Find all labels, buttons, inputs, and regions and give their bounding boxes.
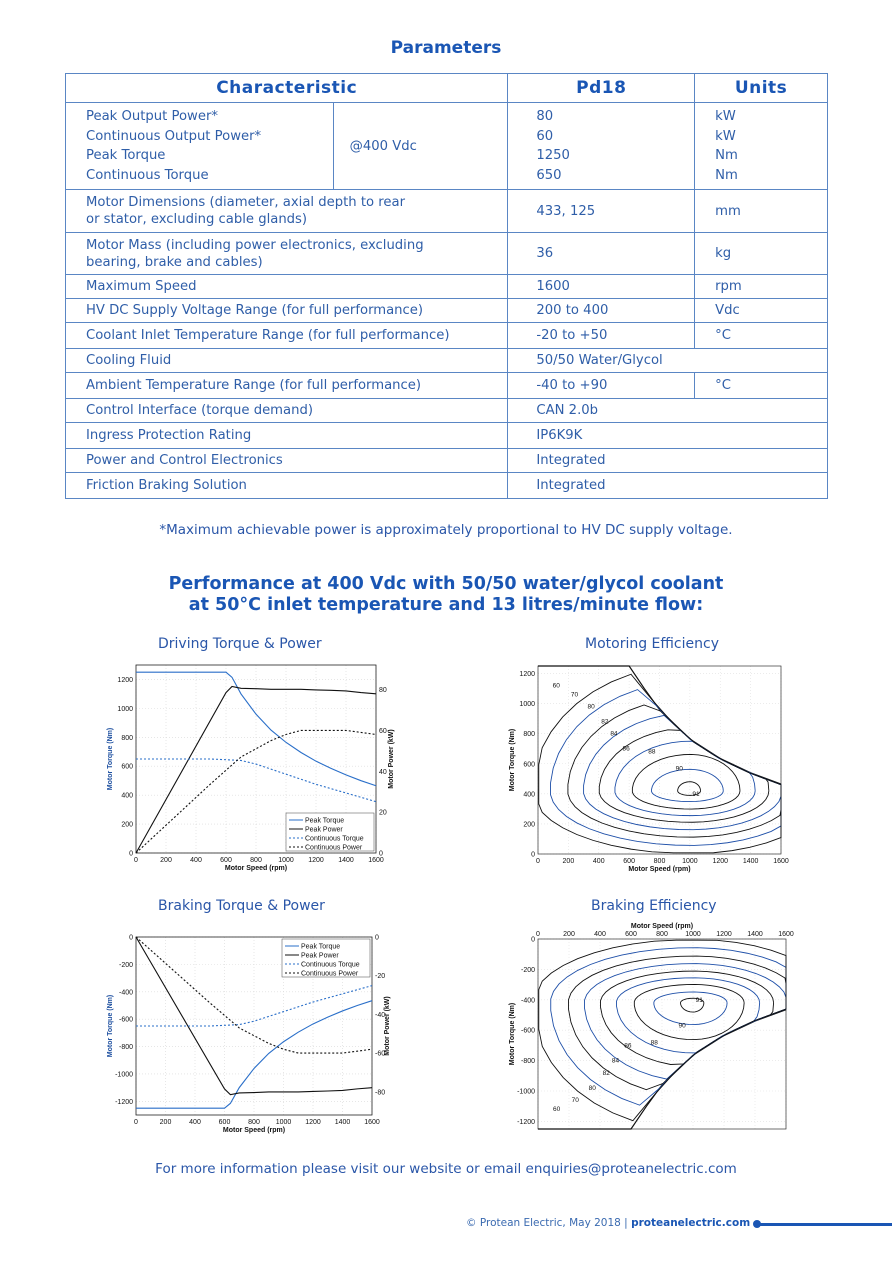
parameters-table xyxy=(65,73,828,499)
tick-label: 600 xyxy=(623,858,635,865)
table-body xyxy=(66,190,828,499)
table-row xyxy=(66,449,828,473)
tick-label: 400 xyxy=(190,857,202,864)
tick-label: 600 xyxy=(625,931,637,938)
x-axis-label: Motor Speed (rpm) xyxy=(630,923,694,930)
tick-label: -1200 xyxy=(115,1098,133,1106)
tick-label: 1400 xyxy=(747,931,763,938)
row-label-line: bearing, brake and cables) xyxy=(86,254,263,270)
label-peak-output-power: Peak Output Power* xyxy=(86,109,218,124)
page-title: Parameters xyxy=(390,38,502,58)
performance-title xyxy=(0,574,892,616)
table-row xyxy=(66,399,828,423)
tick-label: 400 xyxy=(594,931,606,938)
tick-label: -600 xyxy=(118,1016,133,1024)
tick-label: 1000 xyxy=(685,931,701,938)
tick-label: -1000 xyxy=(517,1088,535,1096)
row-label xyxy=(66,373,508,399)
row-label xyxy=(66,190,508,233)
driving-chart xyxy=(100,660,400,875)
tick-label: -800 xyxy=(118,1044,133,1052)
x-axis-label: Motor Speed (rpm) xyxy=(222,1127,286,1134)
torque-envelope xyxy=(538,1010,786,1129)
row-label xyxy=(66,423,508,449)
copyright-text: © Protean Electric, May 2018 | xyxy=(466,1217,628,1229)
legend-label: Continuous Torque xyxy=(301,961,360,969)
table-header-row xyxy=(66,74,828,103)
tick-label: 800 xyxy=(523,731,535,739)
tick-label: 1000 xyxy=(519,701,535,709)
tick-label: 1400 xyxy=(334,1119,351,1126)
footer-rule xyxy=(758,1223,892,1226)
chart-title-braking-eff: Braking Efficiency xyxy=(591,898,717,914)
contour-level-label: 86 xyxy=(624,1042,632,1050)
tick-label: 0 xyxy=(129,934,133,942)
contour-level-label: 82 xyxy=(601,718,609,726)
tick-label: -200 xyxy=(520,966,535,974)
contour-level-label: 84 xyxy=(611,1057,620,1065)
braking-chart xyxy=(100,925,400,1145)
table-row xyxy=(66,349,828,373)
row-label xyxy=(66,473,508,499)
row-value: 433, 125 xyxy=(508,190,695,233)
tick-label: -60 xyxy=(375,1050,386,1058)
tick-label: 1200 xyxy=(308,857,324,864)
efficiency-contour xyxy=(599,730,769,822)
row-label xyxy=(66,233,508,275)
tick-label: 1600 xyxy=(778,931,794,938)
row-value: 36 xyxy=(508,233,695,275)
chart-title-motoring: Motoring Efficiency xyxy=(585,636,719,652)
efficiency-contour xyxy=(601,971,774,1064)
row-label xyxy=(66,399,508,423)
row-label-line: Cooling Fluid xyxy=(86,353,172,368)
unit-peak-output-power: kW xyxy=(715,109,736,124)
chart-title-driving: Driving Torque & Power xyxy=(158,636,322,652)
y-axis-label: Motor Torque (Nm) xyxy=(107,994,114,1058)
row-unit: kg xyxy=(695,233,828,275)
row-label-line: Power and Control Electronics xyxy=(86,453,283,468)
efficiency-contour xyxy=(539,674,781,853)
label-peak-torque: Peak Torque xyxy=(86,148,166,163)
tick-label: -80 xyxy=(375,1089,386,1097)
row-value: -40 to +90 xyxy=(508,373,695,399)
row-label-line: Coolant Inlet Temperature Range (for full performance) xyxy=(86,328,450,343)
row-label xyxy=(66,449,508,473)
header-units: Units xyxy=(695,74,828,103)
efficiency-contour xyxy=(654,992,727,1025)
tick-label: 1400 xyxy=(742,858,759,865)
tick-label: 800 xyxy=(653,858,666,865)
tick-label: 200 xyxy=(159,1119,172,1126)
tick-label: 600 xyxy=(523,761,535,769)
tick-label: 1000 xyxy=(275,1119,292,1126)
tick-label: 0 xyxy=(134,857,138,864)
tick-label: 600 xyxy=(121,763,133,771)
contour-level-label: 88 xyxy=(650,1039,658,1047)
tick-label: 60 xyxy=(379,727,387,735)
tick-label: 200 xyxy=(160,857,172,864)
row-value: 50/50 Water/Glycol xyxy=(508,349,828,373)
row-value: Integrated xyxy=(508,473,828,499)
row-label xyxy=(66,349,508,373)
tick-label: -800 xyxy=(520,1058,535,1066)
row-label xyxy=(66,299,508,323)
tick-label: 1600 xyxy=(364,1119,380,1126)
row-unit: mm xyxy=(695,190,828,233)
tick-label: 1200 xyxy=(712,858,729,865)
y2-axis-label: Motor Power (kW) xyxy=(388,729,395,789)
tick-label: 0 xyxy=(531,936,535,944)
legend-label: Peak Torque xyxy=(301,943,341,951)
contour-level-label: 86 xyxy=(622,745,630,753)
table-row xyxy=(66,299,828,323)
row-value: -20 to +50 xyxy=(508,323,695,349)
y-axis-label: Motor Torque (Nm) xyxy=(509,728,516,792)
row-value: CAN 2.0b xyxy=(508,399,828,423)
unit-continuous-torque: Nm xyxy=(715,167,738,183)
contour-level-label: 70 xyxy=(570,691,579,699)
unit-peak-torque: Nm xyxy=(715,148,738,163)
x-axis-label: Motor Speed (rpm) xyxy=(224,865,288,872)
braking-efficiency-chart xyxy=(505,915,795,1140)
row-value: 1600 xyxy=(508,275,695,299)
header-characteristic: Characteristic xyxy=(66,74,508,103)
row-label-line: Ambient Temperature Range (for full performance) xyxy=(86,378,422,393)
tick-label: 0 xyxy=(375,934,379,942)
tick-label: 40 xyxy=(379,768,387,776)
table-row xyxy=(66,373,828,399)
header-model: Pd18 xyxy=(508,74,695,103)
tick-label: 80 xyxy=(379,687,387,695)
legend-label: Peak Power xyxy=(305,826,343,834)
tick-label: 1200 xyxy=(117,676,133,684)
tick-label: -400 xyxy=(520,997,535,1005)
row-label-line: Friction Braking Solution xyxy=(86,478,247,493)
tick-label: 200 xyxy=(121,821,133,829)
legend-label: Peak Torque xyxy=(305,817,345,825)
contour-level-label: 91 xyxy=(692,790,700,798)
legend-label: Continuous Power xyxy=(305,844,363,852)
y2-axis-label: Motor Power (kW) xyxy=(384,996,391,1056)
contour-level-label: 70 xyxy=(571,1097,579,1105)
tick-label: 1400 xyxy=(338,857,354,864)
value-peak-torque: 1250 xyxy=(536,148,570,163)
row-value: Integrated xyxy=(508,449,828,473)
row-label xyxy=(66,275,508,299)
table-row xyxy=(66,423,828,449)
tick-label: -200 xyxy=(118,961,133,969)
row-unit: °C xyxy=(695,323,828,349)
tick-label: 200 xyxy=(523,821,535,829)
row-unit: Vdc xyxy=(695,299,828,323)
tick-label: 0 xyxy=(129,850,133,858)
tick-label: 400 xyxy=(523,791,535,799)
y-axis-label: Motor Torque (Nm) xyxy=(107,727,114,791)
row-label-line: Ingress Protection Rating xyxy=(86,428,252,443)
row-label-line: Maximum Speed xyxy=(86,279,197,294)
legend-label: Peak Power xyxy=(301,952,339,960)
contour-level-label: 60 xyxy=(552,682,560,690)
tick-label: 800 xyxy=(656,931,668,938)
group-condition: @400 Vdc xyxy=(333,103,508,190)
table-row-power-torque xyxy=(66,103,828,190)
tick-label: 1600 xyxy=(773,858,789,865)
value-continuous-torque: 650 xyxy=(536,167,562,183)
x-axis-label: Motor Speed (rpm) xyxy=(628,866,691,873)
contact-line: For more information please visit our website or email enquiries@proteanelectric.com xyxy=(155,1161,737,1177)
row-unit: °C xyxy=(695,373,828,399)
contour-level-label: 80 xyxy=(587,703,595,711)
tick-label: -1200 xyxy=(517,1118,535,1126)
value-continuous-output-power: 60 xyxy=(536,128,554,144)
group-labels xyxy=(66,103,334,190)
tick-label: 1600 xyxy=(368,857,384,864)
row-value: 200 to 400 xyxy=(508,299,695,323)
contour-level-label: 82 xyxy=(602,1069,610,1077)
chart-title-braking: Braking Torque & Power xyxy=(158,898,325,914)
tick-label: -20 xyxy=(375,973,386,981)
tick-label: 0 xyxy=(536,858,540,865)
tick-label: 0 xyxy=(536,931,540,938)
tick-label: 1200 xyxy=(716,931,732,938)
tick-label: 1000 xyxy=(117,705,133,713)
tick-label: 200 xyxy=(563,931,575,938)
value-peak-output-power: 80 xyxy=(536,109,554,124)
table-row xyxy=(66,275,828,299)
table-row xyxy=(66,190,828,233)
performance-title-line-2: at 50°C inlet temperature and 13 litres/minute flow: xyxy=(188,595,704,615)
efficiency-contour xyxy=(551,948,786,1105)
tick-label: 600 xyxy=(218,1119,231,1126)
group-values xyxy=(508,103,695,190)
efficiency-contour xyxy=(652,769,724,801)
tick-label: 20 xyxy=(379,809,387,817)
tick-label: 800 xyxy=(248,1119,260,1126)
label-continuous-torque: Continuous Torque xyxy=(86,167,209,183)
tick-label: 1200 xyxy=(519,671,535,679)
tick-label: 600 xyxy=(220,857,232,864)
website-link[interactable]: proteanelectric.com xyxy=(631,1217,751,1229)
tick-label: -1000 xyxy=(115,1071,133,1079)
row-value: IP6K9K xyxy=(508,423,828,449)
motoring-efficiency-chart xyxy=(505,660,795,875)
row-label xyxy=(66,323,508,349)
contour-level-label: 90 xyxy=(675,765,683,773)
tick-label: -400 xyxy=(118,989,133,997)
tick-label: 800 xyxy=(250,857,262,864)
tick-label: 400 xyxy=(121,792,133,800)
row-label-line: HV DC Supply Voltage Range (for full performance) xyxy=(86,303,424,318)
table-row xyxy=(66,233,828,275)
contour-level-label: 90 xyxy=(678,1022,686,1030)
table-row xyxy=(66,323,828,349)
row-label-line: Control Interface (torque demand) xyxy=(86,403,313,418)
contour-level-label: 88 xyxy=(648,748,656,756)
contour-level-label: 80 xyxy=(588,1084,596,1092)
row-label-line: Motor Mass (including power electronics, excluding xyxy=(86,237,424,253)
tick-label: 0 xyxy=(531,851,535,859)
tick-label: 400 xyxy=(592,858,605,865)
tick-label: -40 xyxy=(375,1011,386,1019)
contour-level-label: 91 xyxy=(695,996,703,1004)
group-units xyxy=(695,103,828,190)
row-label-line: or stator, excluding cable glands) xyxy=(86,212,308,227)
row-unit: rpm xyxy=(695,275,828,299)
tick-label: 1000 xyxy=(682,858,698,865)
tick-label: 400 xyxy=(189,1119,201,1126)
tick-label: 800 xyxy=(121,734,133,742)
legend-label: Continuous Torque xyxy=(305,835,364,843)
copyright xyxy=(466,1217,750,1229)
label-continuous-output-power: Continuous Output Power* xyxy=(86,128,262,144)
performance-title-line-1: Performance at 400 Vdc with 50/50 water/glycol coolant xyxy=(168,574,724,594)
unit-continuous-output-power: kW xyxy=(715,128,736,144)
contour-level-label: 84 xyxy=(610,730,618,738)
table-row xyxy=(66,473,828,499)
tick-label: 1200 xyxy=(305,1119,321,1126)
tick-label: -600 xyxy=(520,1027,535,1035)
y-axis-label: Motor Torque (Nm) xyxy=(509,1002,516,1066)
tick-label: 200 xyxy=(562,858,575,865)
tick-label: 0 xyxy=(134,1119,138,1126)
tick-label: 1000 xyxy=(278,857,294,864)
footnote: *Maximum achievable power is approximately proportional to HV DC supply voltage. xyxy=(159,522,733,538)
row-label-line: Motor Dimensions (diameter, axial depth to rear xyxy=(86,195,406,210)
efficiency-contour xyxy=(550,690,781,846)
torque-envelope xyxy=(538,666,781,784)
tick-label: 0 xyxy=(379,850,383,858)
contour-level-label: 60 xyxy=(552,1106,561,1114)
legend-label: Continuous Power xyxy=(301,970,359,978)
